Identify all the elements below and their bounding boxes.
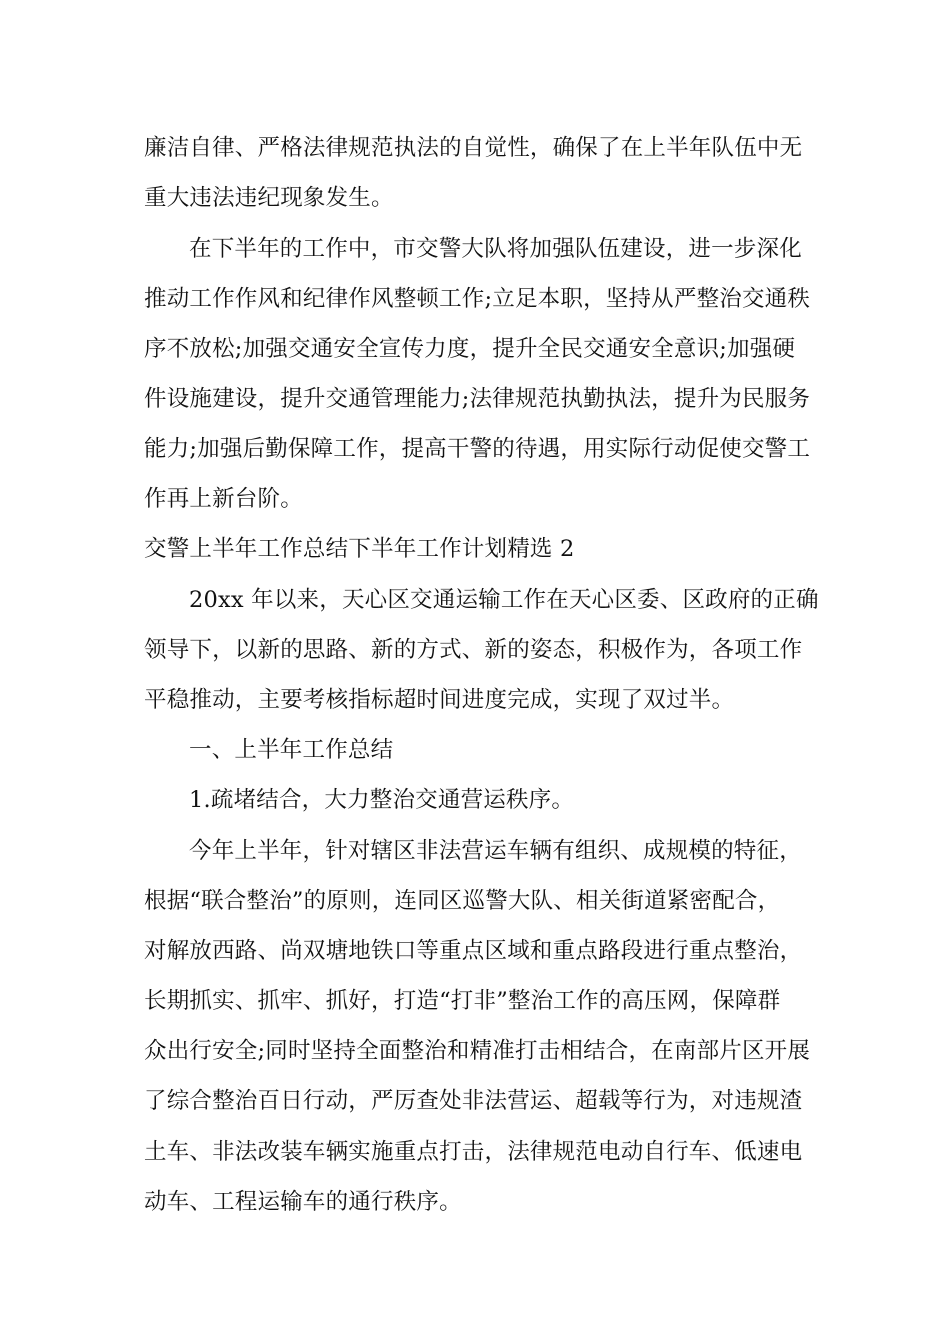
text-line: 了综合整治百日行动，严厉查处非法营运、超载等行为，对违规渣 — [144, 1088, 803, 1114]
text-line: 推动工作作风和纪律作风整顿工作;立足本职，坚持从严整治交通秩 — [144, 286, 811, 312]
text-line: 长期抓实、抓牢、抓好，打造“打非”整治工作的高压网，保障群 — [144, 988, 781, 1014]
text-line: 动车、工程运输车的通行秩序。 — [144, 1189, 462, 1215]
section-title: 交警上半年工作总结下半年工作计划精选 2 — [144, 536, 575, 562]
text-line: 土车、非法改装车辆实施重点打击，法律规范电动自行车、低速电 — [144, 1139, 803, 1165]
text-line: 序不放松;加强交通安全宣传力度，提升全民交通安全意识;加强硬 — [144, 336, 796, 362]
text-line: 廉洁自律、严格法律规范执法的自觉性，确保了在上半年队伍中无 — [144, 135, 803, 161]
text-line: 重大违法违纪现象发生。 — [144, 185, 394, 211]
text-line: 对解放西路、尚双塘地铁口等重点区域和重点路段进行重点整治， — [144, 938, 803, 964]
subheading: 一、上半年工作总结 — [189, 737, 394, 763]
text-line: 件设施建设，提升交通管理能力;法律规范执勤执法，提升为民服务 — [144, 386, 811, 412]
text-line: 能力;加强后勤保障工作，提高干警的待遇，用实际行动促使交警工 — [144, 436, 811, 462]
subheading: 1.疏堵结合，大力整治交通营运秩序。 — [189, 787, 575, 813]
text-line: 平稳推动，主要考核指标超时间进度完成，实现了双过半。 — [144, 687, 735, 713]
paragraph-start: 20xx 年以来，天心区交通运输工作在天心区委、区政府的正确 — [189, 587, 819, 613]
text-line: 众出行安全;同时坚持全面整治和精准打击相结合，在南部片区开展 — [144, 1038, 811, 1064]
text-line: 作再上新台阶。 — [144, 486, 303, 512]
text-line: 根据“联合整治”的原则，连同区巡警大队、相关街道紧密配合， — [144, 888, 781, 914]
paragraph-start: 在下半年的工作中，市交警大队将加强队伍建设，进一步深化 — [189, 236, 802, 262]
text-line: 领导下，以新的思路、新的方式、新的姿态，积极作为，各项工作 — [144, 637, 803, 663]
paragraph-start: 今年上半年，针对辖区非法营运车辆有组织、成规模的特征， — [189, 838, 802, 864]
